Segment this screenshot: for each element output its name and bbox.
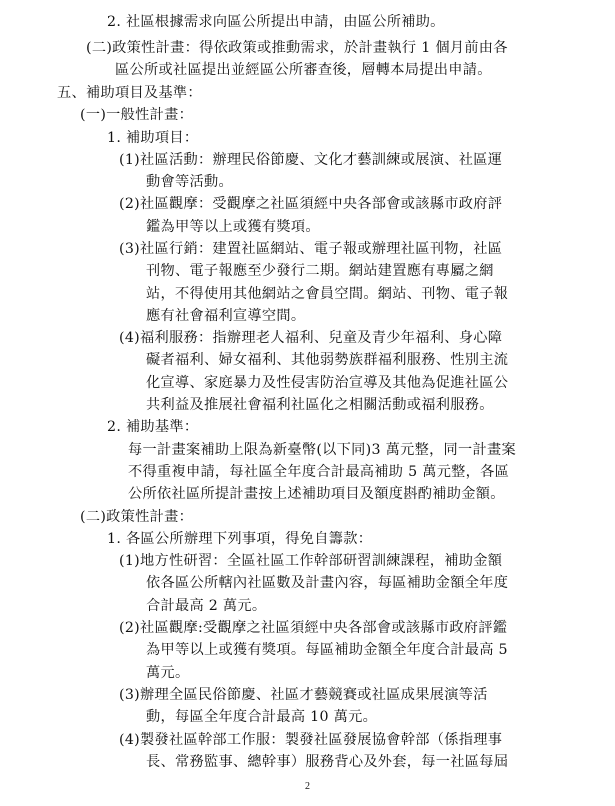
- text-line: 動會等活動。: [146, 174, 233, 190]
- text-line: (3)辦理全區民俗節慶、社區才藝競賽或社區成果展演等活: [119, 687, 488, 703]
- text-line: 依各區公所轄內社區數及計畫內容，每區補助金額全年度: [146, 575, 509, 591]
- text-line: 為甲等以上或獲有獎項。每區補助金額全年度合計最高 5: [146, 642, 508, 658]
- text-line: (3)社區行銷：建置社區網站、電子報或辦理社區刊物，社區: [119, 241, 503, 257]
- item-heading: 1. 各區公所辦理下列事項，得免自籌款：: [107, 531, 373, 547]
- text-line: 站，不得使用其他網站之會員空間。網站、刊物、電子報: [146, 286, 509, 302]
- item-heading: 1. 補助項目：: [107, 130, 199, 146]
- item-heading: 2. 補助基準：: [107, 419, 199, 435]
- text-line: (4)製發社區幹部工作服：製發社區發展協會幹部（係指理事: [119, 732, 503, 748]
- text-line: 萬元。: [146, 665, 190, 681]
- page-number: 2: [305, 781, 310, 792]
- text-line: 公所依社區所提計畫按上述補助項目及額度斟酌補助金額。: [128, 486, 505, 502]
- text-line: 鑑為甲等以上或獲有獎項。: [146, 219, 320, 235]
- section-heading: 五、補助項目及基準：: [57, 85, 202, 101]
- text-line: 每一計畫案補助上限為新臺幣(以下同)3 萬元整，同一計畫案: [128, 442, 516, 458]
- text-line: (二)政策性計畫：得依政策或推動需求，於計畫執行 1 個月前由各: [86, 40, 508, 56]
- text-line: 礙者福利、婦女福利、其他弱勢族群福利服務、性別主流: [146, 352, 509, 368]
- text-line: (4)福利服務：指辦理老人福利、兒童及青少年福利、身心障: [119, 330, 503, 346]
- subsection-heading: (二)政策性計畫：: [80, 509, 194, 525]
- text-line: (2)社區觀摩：受觀摩之社區須經中央各部會或該縣市政府評: [119, 196, 503, 212]
- text-line: 區公所或社區提出並經區公所審查後，層轉本局提出申請。: [115, 62, 492, 78]
- text-line: 共利益及推展社會福利社區化之相關活動或福利服務。: [146, 397, 494, 413]
- text-line: 合計最高 2 萬元。: [146, 598, 267, 614]
- text-line: (2)社區觀摩:受觀摩之社區須經中央各部會或該縣市政府評鑑: [119, 620, 508, 636]
- text-line: 長、常務監事、總幹事）服務背心及外套，每一社區每屆: [146, 754, 509, 770]
- subsection-heading: (一)一般性計畫：: [80, 107, 194, 123]
- text-line: 動，每區全年度合計最高 10 萬元。: [146, 709, 378, 725]
- text-line: (1)社區活動：辦理民俗節慶、文化才藝訓練或展演、社區運: [119, 152, 503, 168]
- text-line: 應有社會福利宣導空間。: [146, 308, 306, 324]
- text-line: (1)地方性研習：全區社區工作幹部研習訓練課程，補助金額: [119, 553, 503, 569]
- text-line: 不得重複申請，每社區全年度合計最高補助 5 萬元整，各區: [128, 464, 510, 480]
- text-line: 2. 社區根據需求向區公所提出申請，由區公所補助。: [107, 14, 445, 30]
- text-line: 刊物、電子報應至少發行二期。網站建置應有專屬之網: [146, 263, 494, 279]
- text-line: 化宣導、家庭暴力及性侵害防治宣導及其他為促進社區公: [146, 375, 509, 391]
